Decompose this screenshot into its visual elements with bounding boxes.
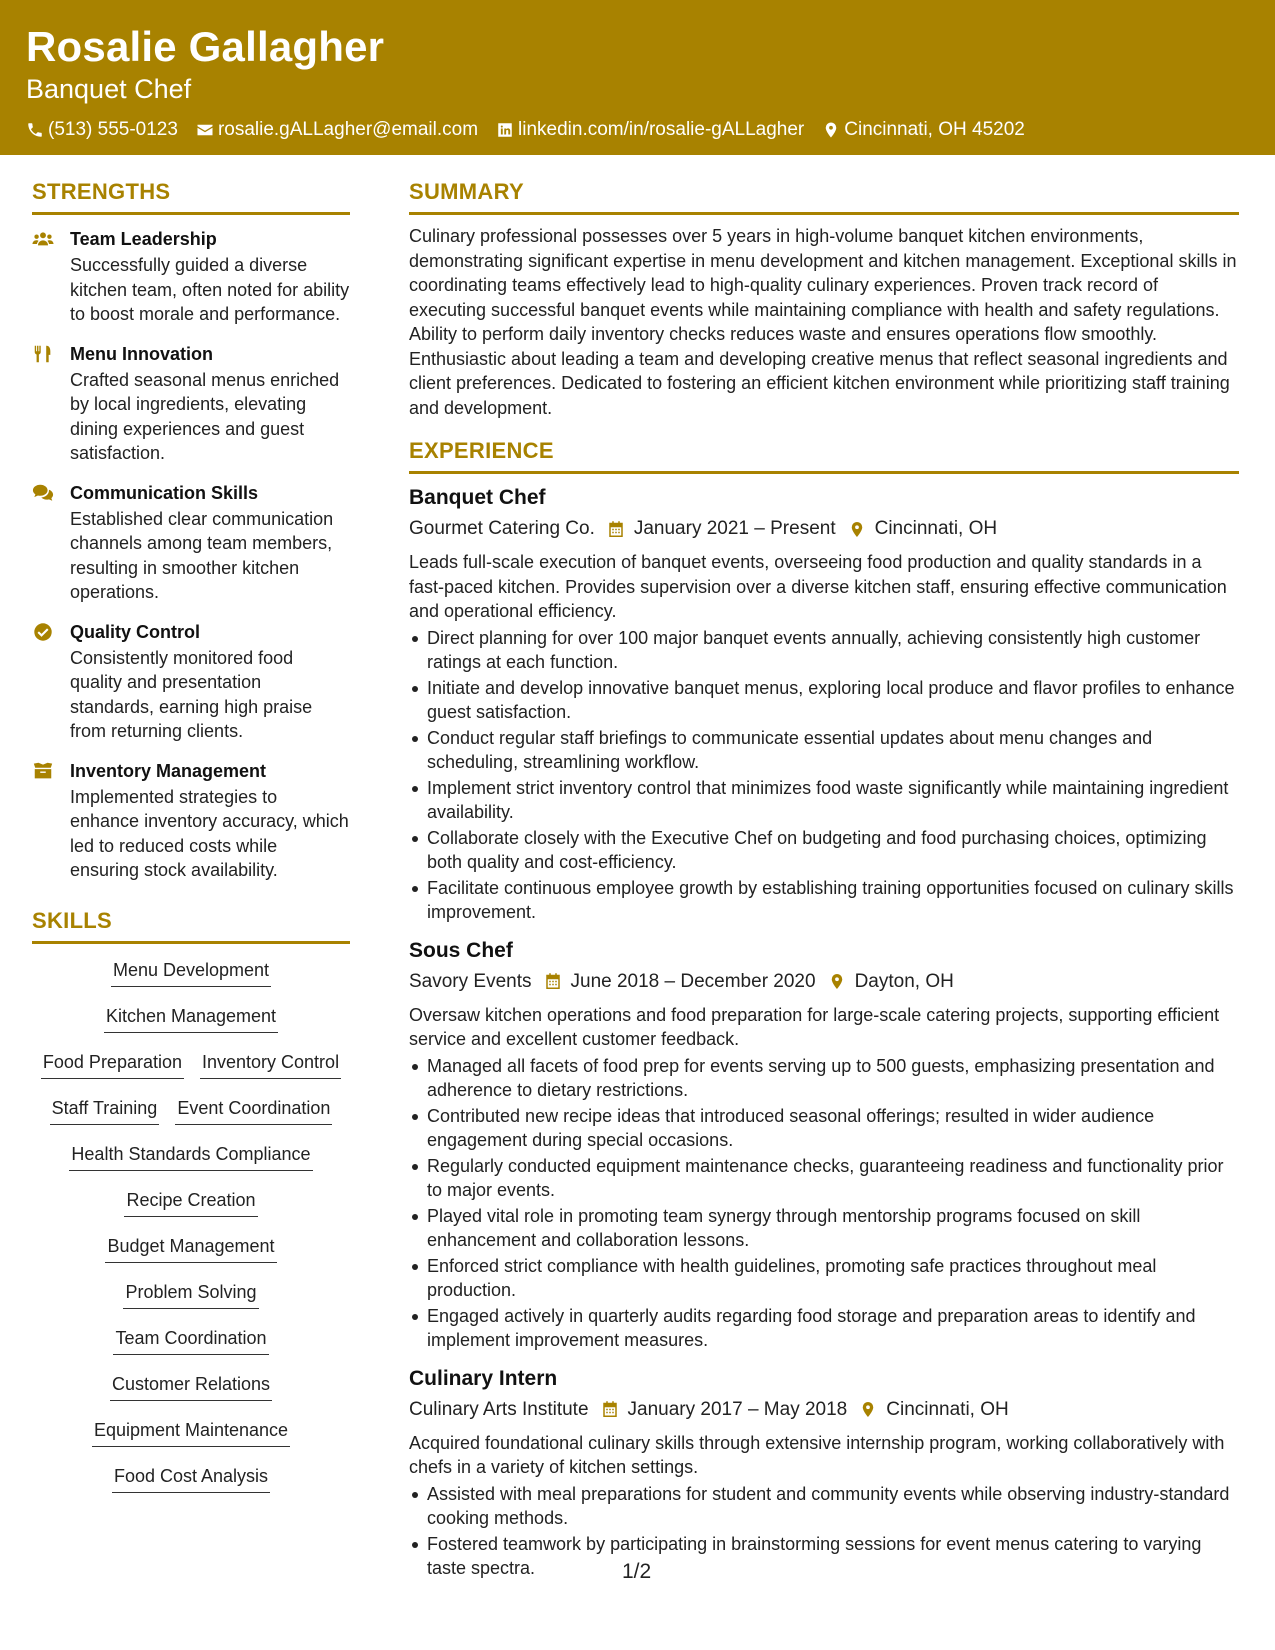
map-pin-icon (828, 972, 846, 991)
job-company: Savory Events (409, 970, 532, 992)
strength-item (32, 481, 350, 605)
right-column (409, 178, 1239, 1582)
bullet-item: Conduct regular staff briefings to communicate essential updates about menu changes and scheduling, streamlining workflow. (409, 726, 1239, 775)
bullet-item: Enforced strict compliance with health guidelines, promoting safe practices throughout meal production. (409, 1254, 1239, 1303)
contact-location (822, 118, 1025, 142)
skill-tag: Food Cost Analysis (112, 1464, 270, 1493)
skills-list (32, 958, 350, 1510)
skill-tag: Equipment Maintenance (92, 1418, 290, 1447)
contact-linkedin[interactable] (496, 118, 804, 142)
phone-icon (26, 121, 44, 139)
job-bullets (409, 1482, 1239, 1581)
strength-title: Quality Control (70, 621, 200, 642)
bullet-item: Engaged actively in quarterly audits regarding food storage and preparation areas to identify and implement improvement measures. (409, 1304, 1239, 1353)
bullet-item: Regularly conducted equipment maintenance checks, guaranteeing readiness and functionality prior to major events. (409, 1154, 1239, 1203)
strength-desc: Implemented strategies to enhance inventory accuracy, which led to reduced costs while ensuring stock availability. (70, 786, 349, 880)
job-meta (409, 1395, 1239, 1425)
left-column (32, 178, 350, 1510)
candidate-name: Rosalie Gallagher (26, 23, 385, 70)
job-meta (409, 967, 1239, 997)
skill-tag: Health Standards Compliance (69, 1142, 312, 1171)
users-icon (32, 229, 54, 249)
bullet-item: Facilitate continuous employee growth by establishing training opportunities focused on culinary skills improvement. (409, 876, 1239, 925)
linkedin-text[interactable]: linkedin.com/in/rosalie-gALLagher (518, 119, 805, 140)
contact-phone (26, 118, 178, 142)
summary-heading: SUMMARY (409, 178, 1239, 215)
job-dates: June 2018 – December 2020 (570, 970, 816, 992)
strength-title: Menu Innovation (70, 343, 213, 364)
job-entry (409, 484, 1239, 925)
skill-tag: Staff Training (50, 1096, 160, 1125)
bullet-item: Fostered teamwork by participating in brainstorming sessions for event menus catering to varying taste spectra. (409, 1532, 1239, 1581)
candidate-title: Banquet Chef (26, 74, 192, 104)
bullet-item: Assisted with meal preparations for student and community events while observing industry-standard cooking methods. (409, 1482, 1239, 1531)
strength-item (32, 620, 350, 744)
skill-tag: Problem Solving (123, 1280, 258, 1309)
experience-heading: EXPERIENCE (409, 437, 1239, 474)
calendar-icon (601, 1400, 619, 1419)
job-role: Sous Chef (409, 938, 513, 962)
bullet-item: Managed all facets of food prep for events serving up to 500 guests, emphasizing presentation and adherence to dietary restrictions. (409, 1054, 1239, 1103)
job-bullets (409, 626, 1239, 925)
job-description: Leads full-scale execution of banquet events, overseeing food production and quality standards in a fast-paced kitchen. Provides supervision over a diverse kitchen staff, ensuring effective communication and operational efficiency. (409, 552, 1227, 621)
skill-tag: Food Preparation (41, 1050, 184, 1079)
strength-item (32, 227, 350, 327)
job-role: Banquet Chef (409, 486, 546, 509)
page-number: 1/2 (622, 1560, 652, 1583)
skill-tag: Menu Development (111, 958, 271, 987)
strength-title: Team Leadership (70, 229, 217, 249)
strength-title: Inventory Management (70, 760, 267, 781)
calendar-icon (607, 520, 625, 539)
check-circle-icon (32, 622, 54, 642)
skill-tag: Kitchen Management (104, 1004, 278, 1033)
job-company: Culinary Arts Institute (409, 1398, 589, 1420)
strengths-heading: STRENGTHS (32, 178, 350, 215)
job-dates: January 2021 – Present (633, 518, 836, 539)
skill-tag: Event Coordination (175, 1096, 332, 1125)
linkedin-icon (496, 121, 514, 139)
job-location: Dayton, OH (854, 970, 954, 992)
strength-desc: Crafted seasonal menus enriched by local ingredients, elevating dining experiences and guest satisfaction. (70, 369, 340, 463)
calendar-icon (544, 972, 562, 991)
bullet-item: Implement strict inventory control that minimizes food waste significantly while maintaining ingredient availability. (409, 776, 1239, 825)
strength-desc: Established clear communication channels among team members, resulting in smoother kitchen operations. (70, 508, 334, 602)
bullet-item: Contributed new recipe ideas that introduced seasonal offerings; resulted in wider audience engagement during special occasions. (409, 1104, 1239, 1153)
map-pin-icon (822, 121, 840, 139)
contact-bar (26, 118, 1249, 142)
boxes-icon (32, 761, 54, 781)
strength-item (32, 342, 350, 466)
email-text[interactable]: rosalie.gALLagher@email.com (217, 119, 479, 140)
location-text: Cincinnati, OH 45202 (844, 119, 1025, 140)
envelope-icon (196, 121, 214, 139)
skill-tag: Inventory Control (200, 1050, 341, 1079)
map-pin-icon (859, 1400, 877, 1419)
map-pin-icon (848, 520, 866, 539)
job-dates: January 2017 – May 2018 (627, 1398, 848, 1420)
summary-text: Culinary professional possesses over 5 years in high-volume banquet kitchen environments, demonstrating significant expertise in menu development and kitchen management. Exceptional skills in coordinating teams effectively lead to high-quality culinary experiences. Proven track record of executing successful banquet events while maintaining compliance with health and safety regulations. Ability to perform daily inventory checks reduces waste and ensures operations flow smoothly. Enthusiastic about leading a team and developing creative menus that reflect seasonal ingredients and client preferences. Dedicated to fostering an efficient kitchen environment while prioritizing staff training and development. (409, 226, 1237, 418)
strength-item (32, 759, 350, 883)
strength-title: Communication Skills (70, 482, 259, 503)
bullet-item: Played vital role in promoting team synergy through mentorship programs focused on skill enhancement and collaboration lessons. (409, 1204, 1239, 1253)
bullet-item: Initiate and develop innovative banquet menus, exploring local produce and flavor profiles to enhance guest satisfaction. (409, 676, 1239, 725)
bullet-item: Collaborate closely with the Executive Chef on budgeting and food purchasing choices, optimizing both quality and cost-efficiency. (409, 826, 1239, 875)
resume-header (0, 0, 1275, 155)
skill-tag: Customer Relations (110, 1372, 272, 1401)
strength-desc: Consistently monitored food quality and presentation standards, earning high praise from returning clients. (70, 647, 313, 741)
skill-tag: Team Coordination (113, 1326, 268, 1355)
strength-desc: Successfully guided a diverse kitchen team, often noted for ability to boost morale and performance. (70, 255, 350, 324)
job-bullets (409, 1054, 1239, 1353)
strengths-list (32, 227, 350, 883)
utensils-icon (32, 344, 54, 364)
job-meta (409, 514, 1239, 544)
job-entry (409, 1365, 1239, 1581)
comments-icon (32, 483, 54, 503)
job-company: Gourmet Catering Co. (409, 518, 595, 539)
job-description: Oversaw kitchen operations and food preparation for large-scale catering projects, supporting efficient service and excellent customer feedback. (409, 1004, 1220, 1049)
phone-text: (513) 555-0123 (48, 119, 178, 140)
job-entry (409, 937, 1239, 1353)
bullet-item: Direct planning for over 100 major banquet events annually, achieving consistently high customer ratings at each function. (409, 626, 1239, 675)
job-location: Cincinnati, OH (886, 1398, 1009, 1420)
job-location: Cincinnati, OH (874, 518, 998, 539)
job-description: Acquired foundational culinary skills through extensive internship program, working collaboratively with chefs in a variety of kitchen settings. (409, 1432, 1225, 1477)
skills-heading: SKILLS (32, 907, 350, 944)
skill-tag: Budget Management (105, 1234, 276, 1263)
contact-email[interactable] (196, 118, 478, 142)
job-role: Culinary Intern (409, 1366, 558, 1390)
skill-tag: Recipe Creation (124, 1188, 257, 1217)
